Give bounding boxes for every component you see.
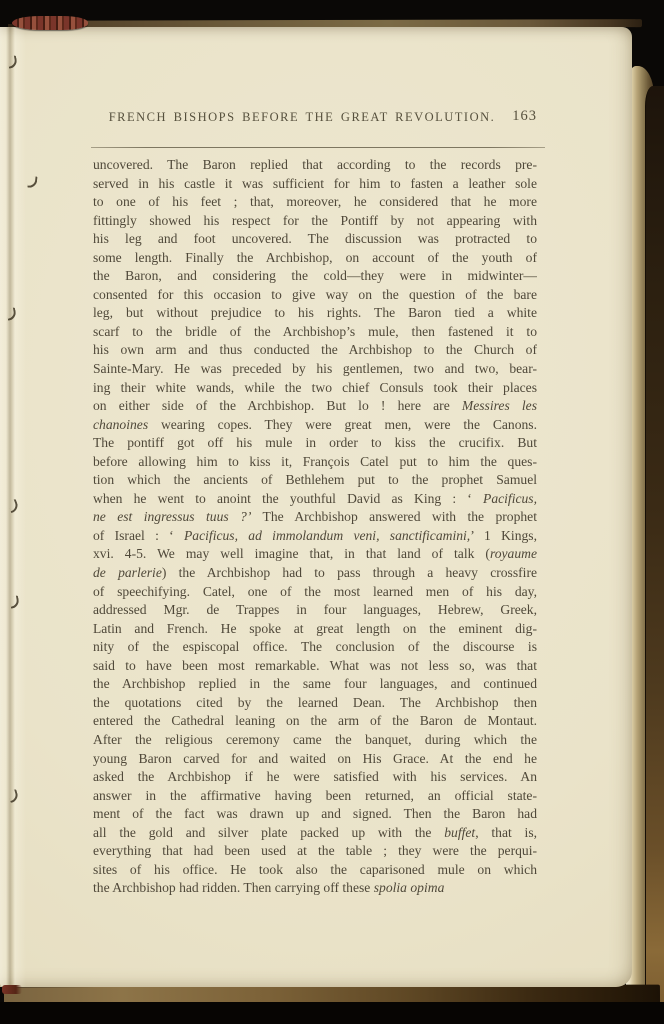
text-line: ment of the fact was drawn up and signed. Then the Baron had bbox=[93, 806, 537, 822]
background-shadow bbox=[0, 1002, 664, 1024]
text-line: nity of the espiscopal office. The conclusion of the discourse is bbox=[93, 639, 537, 655]
text-line: when he went to anoint the youthful David as King : ‘ Pacificus, bbox=[93, 490, 537, 506]
text-line: ne est ingressus tuus ?’ The Archbishop answered with the prophet bbox=[93, 509, 537, 525]
text-line: The pontiff got off his mule in order to kiss the crucifix. But bbox=[93, 435, 537, 451]
text-line: tion which the ancients of Bethlehem put to the prophet Samuel bbox=[93, 472, 537, 488]
text-body bbox=[93, 156, 537, 898]
text-line: addressed Mgr. de Trappes in four languages, Hebrew, Greek, bbox=[93, 602, 537, 618]
book-cover-edge bbox=[645, 86, 664, 1016]
text-line: leg, but without prejudice to his rights. The Baron tied a white bbox=[93, 305, 537, 321]
text-line: fittingly showed his respect for the Pontiff by not appearing with bbox=[93, 212, 537, 228]
text-line: Latin and French. He spoke at great length on the eminent dig- bbox=[93, 620, 537, 636]
text-line: all the gold and silver plate packed up with the buffet, that is, bbox=[93, 824, 537, 840]
text-line: asked the Archbishop if he were satisfied with his services. An bbox=[93, 769, 537, 785]
text-line: to one of his feet ; that, moreover, he considered that he more bbox=[93, 194, 537, 210]
text-line: chanoines wearing copes. They were great men, were the Canons. bbox=[93, 416, 537, 432]
text-line: xvi. 4-5. We may well imagine that, in that land of talk (royaume bbox=[93, 546, 537, 562]
text-line: the Archbishop had ridden. Then carrying off these spolia opima bbox=[93, 880, 445, 896]
text-line: After the religious ceremony came the banquet, during which the bbox=[93, 731, 537, 747]
page-number: 163 bbox=[512, 108, 537, 124]
text-line: his leg and foot uncovered. The discussion was protracted to bbox=[93, 231, 537, 247]
text-line: on either side of the Archbishop. But lo ! here are Messires les bbox=[93, 398, 537, 414]
text-line: everything that had been used at the table ; they were the perqui- bbox=[93, 843, 537, 859]
spine-tailband bbox=[2, 985, 22, 994]
text-line: uncovered. The Baron replied that according to the records pre- bbox=[93, 157, 537, 172]
text-line: said to have been most remarkable. What was not less so, was that bbox=[93, 657, 537, 673]
header-title: FRENCH BISHOPS BEFORE THE GREAT REVOLUTION. bbox=[108, 110, 496, 124]
text-line: entered the Cathedral leaning on the arm of the Baron de Montaut. bbox=[93, 713, 537, 729]
spine-headband bbox=[12, 16, 88, 30]
text-line: de parlerie) the Archbishop had to pass through a heavy crossfire bbox=[93, 565, 537, 581]
text-line: young Baron carved for and waited on His Grace. At the end he bbox=[93, 750, 537, 766]
text-line: Sainte-Mary. He was preceded by his gentlemen, two and two, bear- bbox=[93, 361, 537, 377]
running-header bbox=[93, 110, 537, 132]
text-line: sites of his office. He took also the caparisoned mule on which bbox=[93, 861, 537, 877]
text-line: ing their white wands, while the two chief Consuls took their places bbox=[93, 379, 537, 395]
text-line: the quotations cited by the learned Dean. The Archbishop then bbox=[93, 694, 537, 710]
text-line: scarf to the bridle of the Archbishop’s mule, then fastened it to bbox=[93, 323, 537, 339]
text-line: his own arm and thus conducted the Archbishop to the Church of bbox=[93, 342, 537, 358]
text-line: of Israel : ‘ Pacificus, ad immolandum veni, sanctificamini,’ 1 Kings, bbox=[93, 527, 537, 543]
text-line: consented for this occasion to give way on the question of the bare bbox=[93, 286, 537, 302]
text-line: some length. Finally the Archbishop, on account of the youth of bbox=[93, 249, 537, 265]
text-line: served in his castle it was sufficient for him to fasten a leather sole bbox=[93, 175, 537, 191]
text-line: answer in the affirmative having been returned, an official state- bbox=[93, 787, 537, 803]
text-line: the Archbishop replied in the same four languages, and continued bbox=[93, 676, 537, 692]
text-line: of speechifying. Catel, one of the most learned men of his day, bbox=[93, 583, 537, 599]
text-line: before allowing him to kiss it, François Catel put to him the ques- bbox=[93, 453, 537, 469]
text-line: the Baron, and considering the cold—they were in midwinter— bbox=[93, 268, 537, 284]
header-rule bbox=[91, 147, 545, 148]
